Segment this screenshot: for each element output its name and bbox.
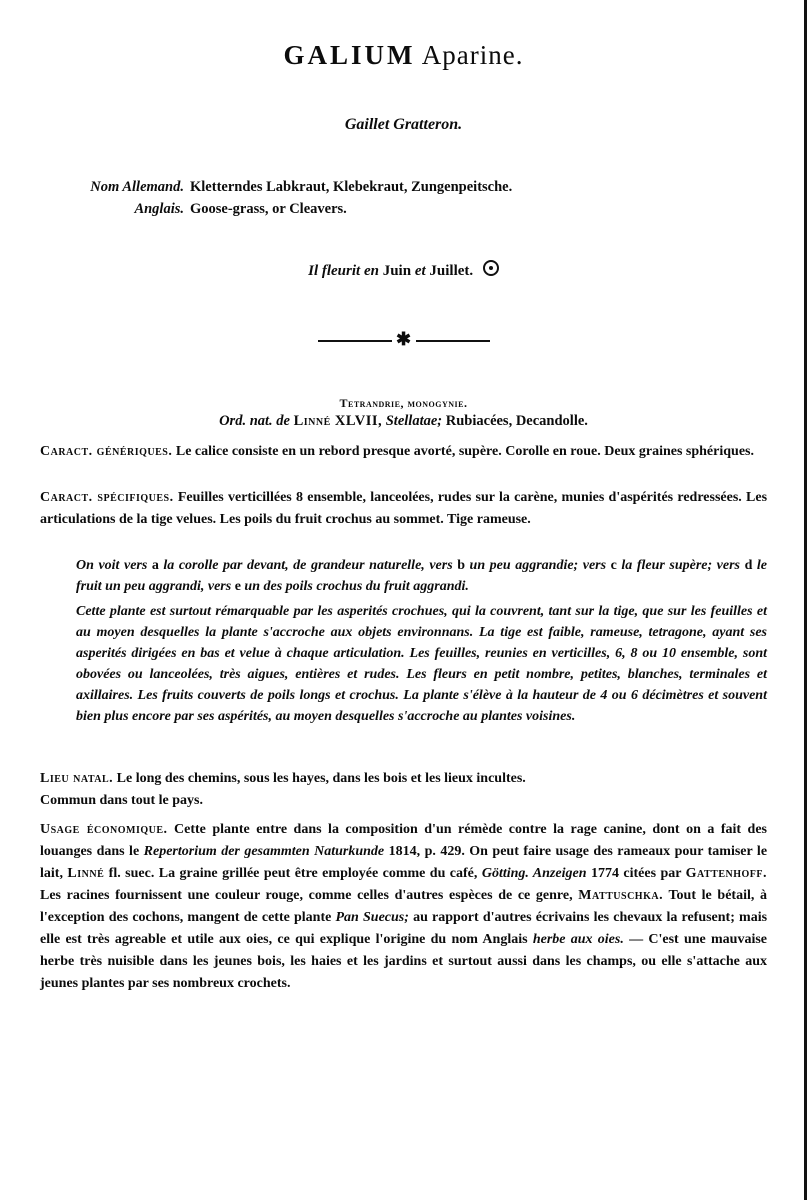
divider-right-bar: [416, 340, 490, 342]
usage-citation: Pan Suecus;: [335, 910, 409, 925]
usage-author: Gattenhoff.: [685, 866, 768, 881]
usage-text: Cette plante entre dans la composition d'un rémède contre la rage canine, dont on a fait des louanges dans le: [40, 822, 767, 859]
flowering-month-2: Juillet.: [429, 263, 474, 279]
habitat-label: Lieu natal.: [40, 771, 114, 786]
flowering-period: [0, 260, 807, 280]
generic-label: Caract. génériques.: [40, 444, 173, 459]
figure-note-text: le fruit un peu aggrandi, vers: [76, 558, 768, 594]
habitat-text: Le long des chemins, sous les hayes, dans les bois et les lieux incultes.: [116, 771, 526, 786]
common-name-value: Goose-grass, or Cleavers.: [190, 201, 347, 217]
common-name-label: Anglais.: [134, 201, 184, 217]
common-name-value: Kletterndes Labkraut, Klebekraut, Zungenpeitsche.: [190, 179, 513, 195]
habitat: [40, 768, 767, 812]
figure-letter: d: [744, 558, 753, 573]
figure-note-text: un peu aggrandie; vers: [469, 558, 607, 573]
figure-letter: b: [457, 558, 465, 573]
natural-order: [0, 413, 807, 430]
common-name-label: Nom Allemand.: [90, 179, 184, 195]
flowering-conj: et: [414, 263, 426, 279]
usage-text: 1814, p. 429. On peut faire usage des rameaux pour tamiser le lait,: [40, 844, 768, 881]
figure-letter: a: [151, 558, 159, 573]
common-name-row: [74, 198, 512, 220]
figure-letter: c: [610, 558, 617, 573]
usage-author: Mattuschka.: [578, 888, 664, 903]
specific-characters: [40, 487, 767, 531]
ornamental-divider: [318, 329, 490, 349]
order-stellatae: Stellatae;: [385, 413, 443, 429]
specific-text: Feuilles verticillées 8 ensemble, lanceolées, rudes sur la carène, munies d'aspérités redressées. Les articulations de la tige velues. Les poils du fruit crochus au sommet. Tige rameuse.: [40, 490, 768, 527]
french-name: Gaillet Gratteron.: [344, 116, 463, 133]
figure-note: [76, 555, 767, 597]
title-species: Aparine.: [421, 40, 524, 70]
usage-text: au rapport d'autres écrivains les chevaux la refusent; mais elle est très agreable et utile aux oies, ce qui explique l'origine du nom Anglais: [40, 910, 768, 947]
usage-text: fl. suec. La graine grillée peut être employée comme du café,: [108, 866, 478, 881]
usage-text: Tout le bétail, à l'exception des cochons, mangent de cette plante: [40, 888, 768, 925]
order-rest: Rubiacées, Decandolle.: [445, 413, 588, 429]
economic-use: [40, 819, 767, 995]
usage-label: Usage économique.: [40, 822, 168, 837]
figure-note-text: On voit vers: [76, 558, 148, 573]
habitat-note: Commun dans tout le pays.: [40, 793, 203, 808]
usage-citation: Götting. Anzeigen: [481, 866, 587, 881]
order-linne: Linné XLVII,: [293, 413, 383, 429]
figure-note-text: un des poils crochus du fruit aggrandi.: [244, 579, 469, 594]
plant-description: Cette plante est surtout rémarquable par les asperités crochues, qui la couvrent, tant sur la tige, que sur les feuilles et au moyen desquelles la plante s'accroche aux objets environnans. La tige est faible, rameuse, tetragone, ayant ses asperités dirigées en bas et velue à chaque articulation. Les feuilles, reunies en verticilles, 6, 8 ou 10 ensemble, sont obovées ou lanceolées, très aigues, entières et rudes. Les fleurs en petit nombre, petites, blanches, terminales et axillaires. Les fruits couverts de poils longs et crochus. La plante s'élève à la hauteur de 4 ou 6 décimètres et souvent bien plus encore par ses aspérités, au moyen desquelles s'accroche au plantes voisines.: [76, 604, 767, 724]
order-label: Ord. nat. de: [219, 413, 290, 429]
asterisk-icon: ✱: [396, 329, 412, 349]
linnaean-class: Tetrandrie, monogynie.: [339, 396, 468, 410]
annual-symbol-icon: [483, 260, 499, 276]
usage-text: Les racines fournissent une couleur rouge, comme celles d'autres espèces de ce genre,: [40, 888, 573, 903]
generic-text: Le calice consiste en un rebord presque avorté, supère. Corolle en roue. Deux graines sphériques.: [175, 444, 754, 459]
figure-note-text: la corolle par devant, de grandeur naturelle, vers: [163, 558, 453, 573]
common-name-row: [74, 176, 512, 198]
usage-citation: herbe aux oies.: [532, 932, 624, 947]
specific-label: Caract. spécifiques.: [40, 490, 174, 505]
page-title: [0, 40, 807, 71]
usage-text: — C'est une mauvaise herbe très nuisible dans les jeunes bois, les haies et les jardins et surtout aussi dans les champs, ou elle s'attache aux jeunes plantes par ses nombreux crochets.: [40, 932, 768, 991]
usage-text: 1774 citées par: [590, 866, 682, 881]
flowering-month-1: Juin: [382, 263, 412, 279]
title-genus: GALIUM: [283, 40, 416, 70]
common-names: [74, 176, 512, 220]
usage-citation: Repertorium der gesammten Naturkunde: [143, 844, 385, 859]
divider-left-bar: [318, 340, 392, 342]
figure-letter: e: [234, 579, 241, 594]
generic-characters: [40, 441, 767, 463]
flowering-prefix: Il fleurit en: [308, 263, 379, 279]
usage-author: Linné: [67, 866, 105, 881]
figure-note-text: la fleur supère; vers: [621, 558, 741, 573]
